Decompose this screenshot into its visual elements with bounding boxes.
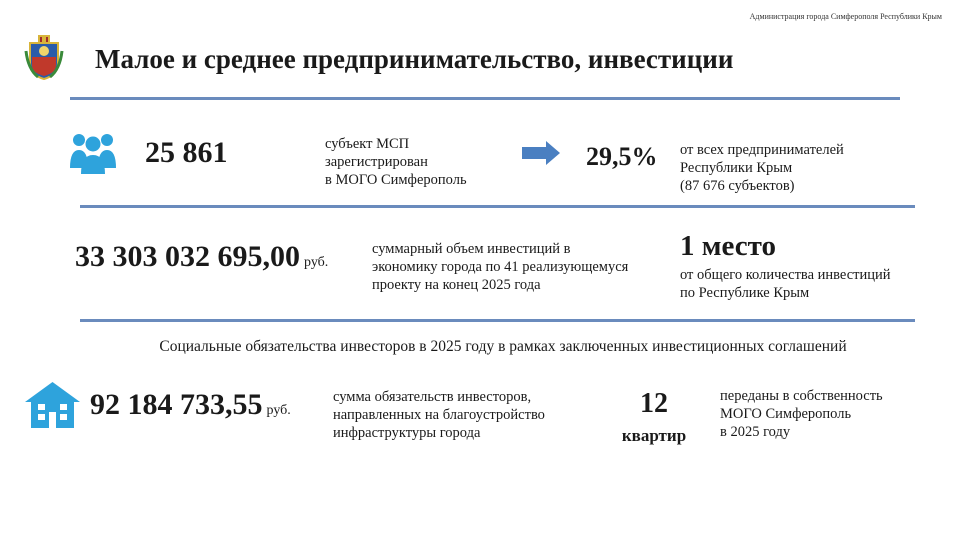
region-rank-description: от общего количества инвестиций по Республике Крым: [680, 267, 891, 301]
investment-description: суммарный объем инвестиций в экономику города по 41 реализующемуся проекту на конец 2025 года: [372, 241, 629, 293]
divider: [80, 205, 915, 208]
apartments-unit: квартир: [621, 426, 687, 445]
page-title: Малое и среднее предпринимательство, инвестиции: [95, 44, 734, 74]
apartments-description: переданы в собственность МОГО Симферополь в 2025 году: [720, 388, 883, 440]
obligations-unit: руб.: [266, 403, 291, 418]
obligations-total: [90, 388, 291, 422]
investment-amount: 33 303 032 695,00: [75, 240, 300, 273]
smsp-share-description: от всех предпринимателей Республики Крым (87 676 субъектов): [680, 142, 844, 194]
apartments-count: 12: [640, 388, 668, 419]
divider: [70, 97, 900, 100]
smsp-count: 25 861: [145, 136, 228, 169]
region-rank: 1 место: [680, 230, 776, 262]
house-icon: [25, 382, 80, 428]
social-obligations-heading: Социальные обязательства инвесторов в 2025 году в рамках заключенных инвестиционных соглашений: [159, 338, 847, 355]
investment-unit: руб.: [304, 255, 329, 270]
organization-name: Администрация города Симферополя Республики Крым: [749, 12, 942, 21]
city-coat-of-arms-icon: [24, 33, 64, 81]
people-group-icon: [68, 130, 118, 174]
arrow-right-icon: [522, 141, 560, 165]
obligations-amount: 92 184 733,55: [90, 388, 263, 421]
divider: [80, 319, 915, 322]
obligations-description: сумма обязательств инвесторов, направленных на благоустройство инфраструктуры города: [333, 389, 545, 441]
smsp-share: 29,5%: [586, 142, 658, 171]
investment-total: [75, 240, 328, 274]
smsp-count-description: субъект МСП зарегистрирован в МОГО Симферополь: [325, 136, 467, 188]
